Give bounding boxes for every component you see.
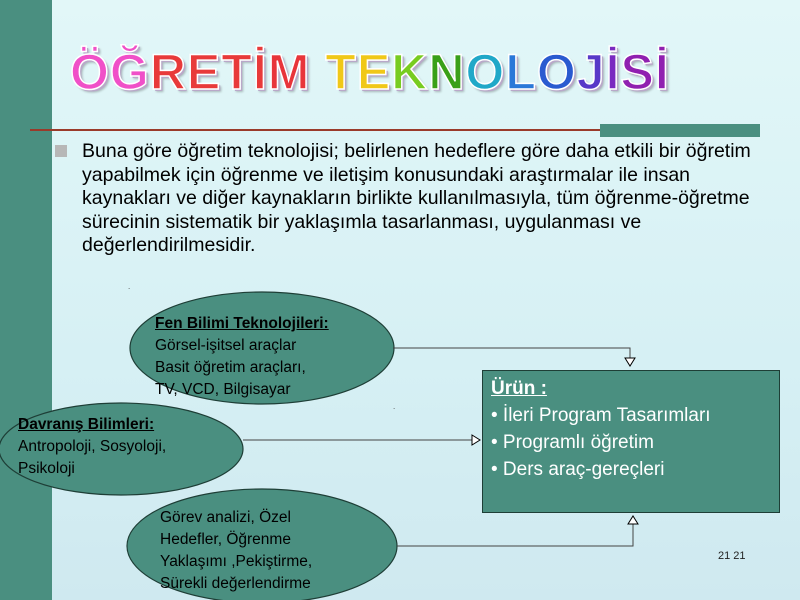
ellipse-fen-line: Görsel-işitsel araçlar	[155, 337, 297, 354]
title-letter: N	[428, 44, 466, 100]
urun-box	[482, 370, 780, 513]
title-letter: T	[221, 44, 253, 100]
ellipse-davranis	[18, 414, 166, 480]
ellipse-fen-heading: Fen Bilimi Teknolojileri:	[155, 315, 329, 332]
title-letter: K	[391, 44, 429, 100]
title-letter: M	[267, 44, 311, 100]
connector-gorev-to-urun	[397, 524, 633, 546]
title-letter: O	[536, 44, 577, 100]
title-letter: S	[620, 44, 655, 100]
title-letter: E	[356, 44, 392, 100]
ellipse-davranis-line: Antropoloji, Sosyoloji,	[18, 438, 167, 455]
title-letter: İ	[654, 44, 670, 100]
ellipse-gorev-line: Görev analizi, Özel	[160, 509, 291, 526]
decorative-dot: .	[393, 402, 396, 411]
title-letter: İ	[605, 44, 621, 100]
title-letter: Ğ	[109, 44, 150, 100]
title-letter: E	[186, 44, 222, 100]
ellipse-gorev-line: Sürekli değerlendirme	[160, 575, 311, 592]
ellipse-fen-line: Basit öğretim araçları,	[155, 359, 306, 376]
title-letter: İ	[252, 44, 268, 100]
urun-item: • İleri Program Tasarımları	[491, 405, 711, 426]
ellipse-gorev-line: Yaklaşımı ,Pekiştirme,	[160, 553, 313, 570]
urun-item: • Ders araç-gereçleri	[491, 459, 665, 480]
title-letter: T	[325, 44, 357, 100]
urun-title: Ürün :	[491, 378, 547, 399]
ellipse-fen-line: TV, VCD, Bilgisayar	[155, 381, 291, 398]
title-letter: L	[505, 44, 537, 100]
ellipse-gorev	[160, 507, 312, 595]
page-number: 21 21	[718, 550, 746, 562]
title-letter: J	[576, 44, 606, 100]
ellipse-gorev-line: Hedefler, Öğrenme	[160, 531, 291, 548]
ellipse-fen	[155, 313, 329, 401]
title-letter: R	[149, 44, 187, 100]
connector-fen-to-urun	[393, 348, 630, 360]
definition-paragraph: Buna göre öğretim teknolojisi; belirlenen hedeflere göre daha etkili bir öğretim yapabilmek için öğrenme ve iletişim konusundaki araştırmalar ile insan kaynakları ve diğer kaynakların birlikte kullanılmasıyla, tüm öğrenme-öğretme sürecinin sistematik bir yaklaşımla tasarlanması, uygulanması ve değerlendirilmesidir.	[82, 140, 751, 256]
urun-item: • Programlı öğretim	[491, 432, 654, 453]
title-letter: Ö	[70, 44, 110, 100]
ellipse-davranis-heading: Davranış Bilimleri:	[18, 416, 155, 433]
title-letter: O	[465, 44, 506, 100]
decorative-dot: .	[128, 282, 131, 291]
ellipse-davranis-line: Psikoloji	[18, 460, 75, 477]
